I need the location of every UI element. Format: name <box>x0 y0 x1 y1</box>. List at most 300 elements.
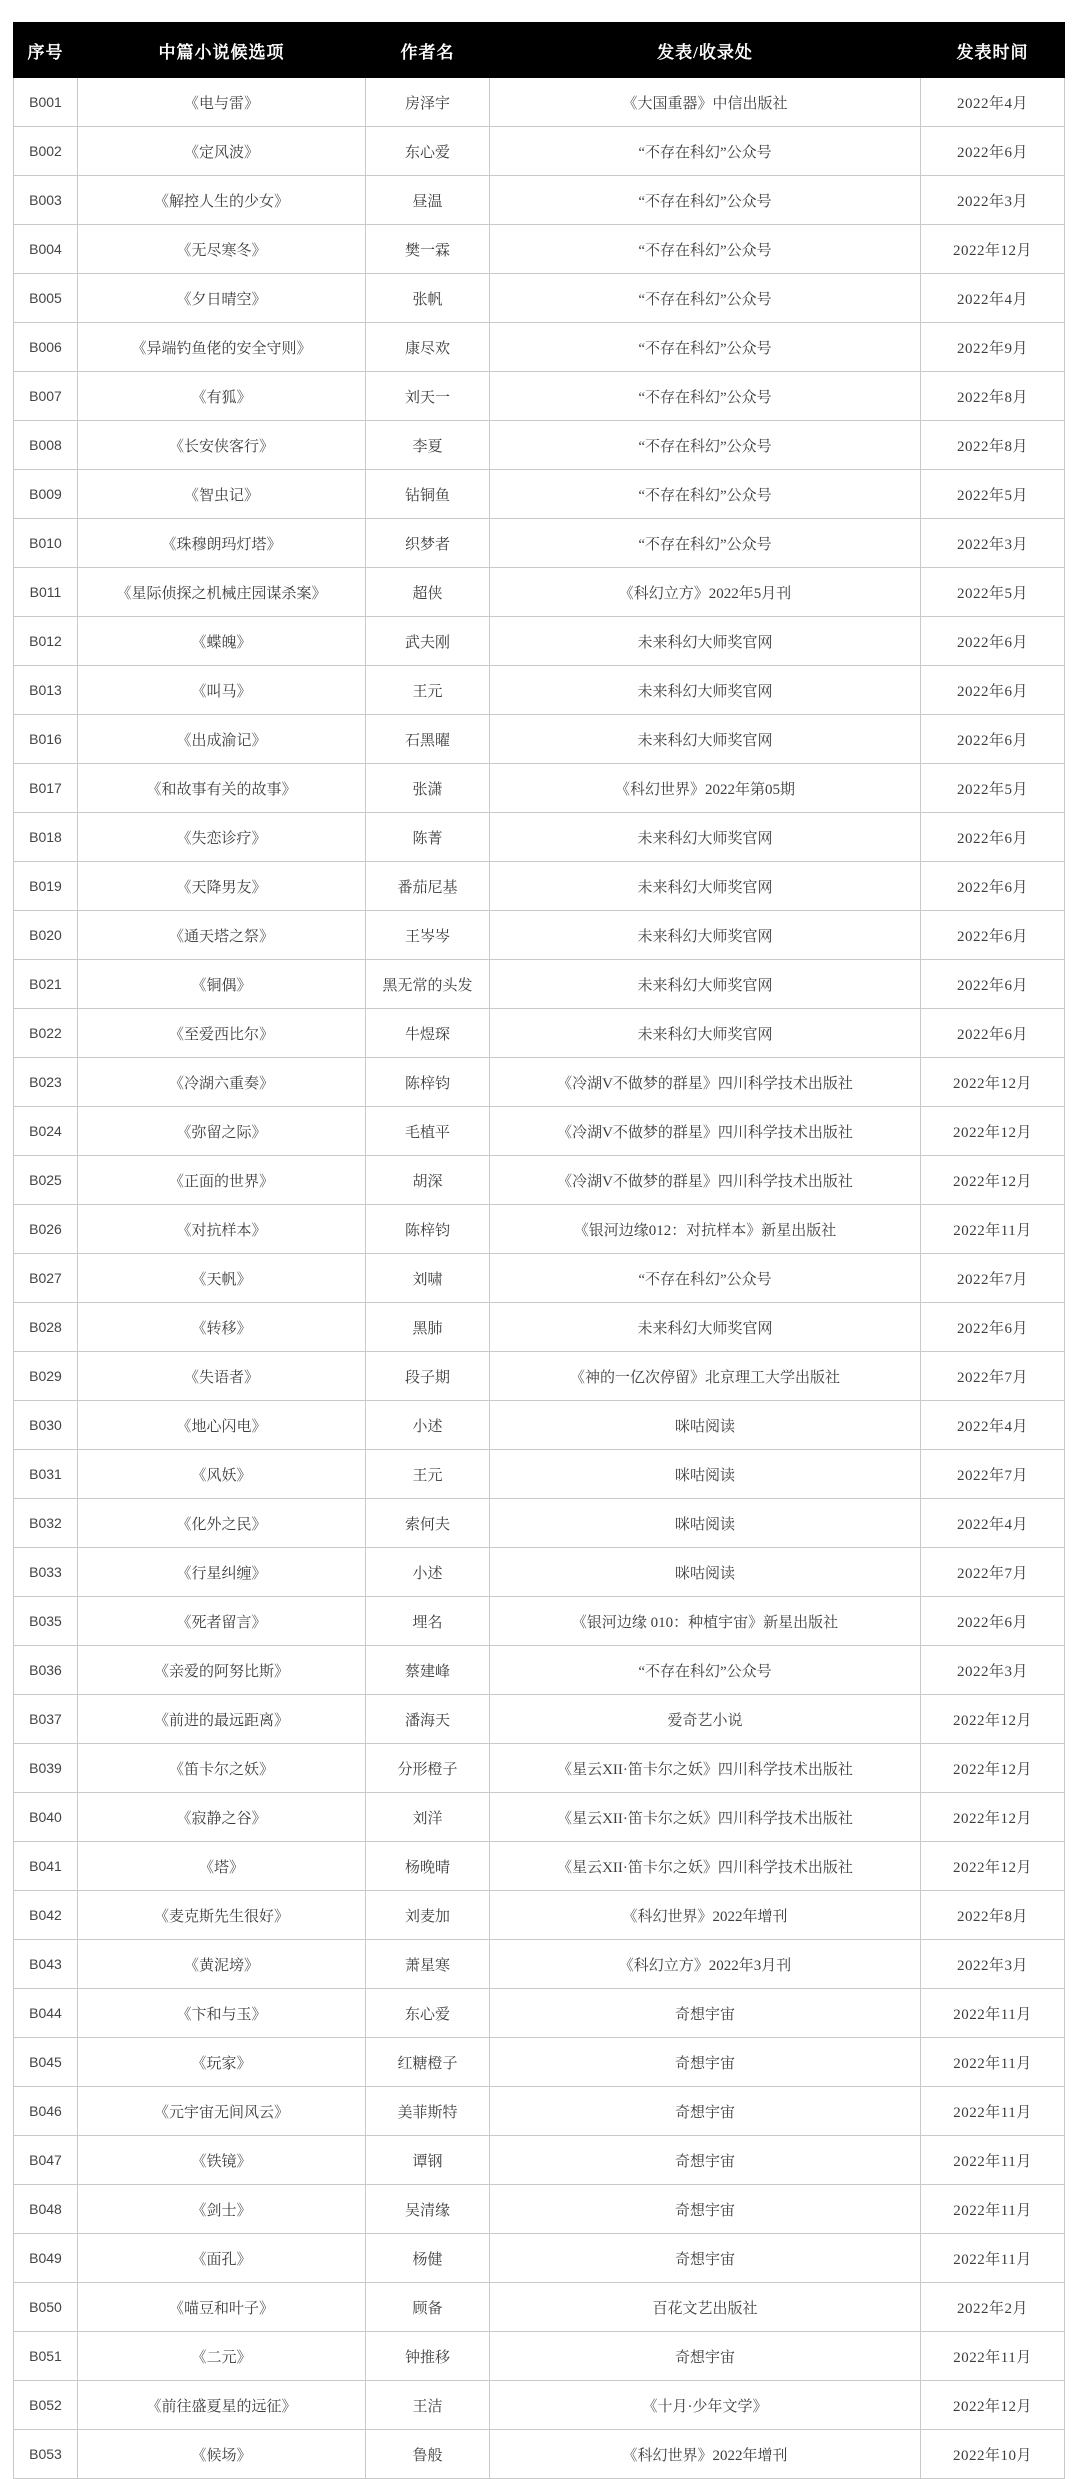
row-id-cell: B049 <box>14 2234 78 2283</box>
row-id-cell: B016 <box>14 715 78 764</box>
table-row <box>14 2185 1065 2234</box>
row-date-cell: 2022年12月 <box>921 225 1065 274</box>
row-publication-cell: 奇想宇宙 <box>490 2332 921 2381</box>
row-publication-cell: 《冷湖V不做梦的群星》四川科学技术出版社 <box>490 1107 921 1156</box>
row-date-cell: 2022年11月 <box>921 2038 1065 2087</box>
row-id-cell: B037 <box>14 1695 78 1744</box>
row-publication-cell: 奇想宇宙 <box>490 1989 921 2038</box>
row-publication-cell: “不存在科幻”公众号 <box>490 274 921 323</box>
row-publication-cell: 《冷湖V不做梦的群星》四川科学技术出版社 <box>490 1156 921 1205</box>
row-title-cell: 《铁镜》 <box>78 2136 366 2185</box>
row-author-cell: 胡深 <box>366 1156 490 1205</box>
row-publication-cell: 百花文艺出版社 <box>490 2283 921 2332</box>
row-title-cell: 《前往盛夏星的远征》 <box>78 2381 366 2430</box>
row-author-cell: 美菲斯特 <box>366 2087 490 2136</box>
table-row <box>14 960 1065 1009</box>
table-row <box>14 1058 1065 1107</box>
row-id-cell: B052 <box>14 2381 78 2430</box>
table-row <box>14 2381 1065 2430</box>
row-id-cell: B011 <box>14 568 78 617</box>
row-id-cell: B008 <box>14 421 78 470</box>
row-id-cell: B043 <box>14 1940 78 1989</box>
row-id-cell: B045 <box>14 2038 78 2087</box>
row-id-cell: B004 <box>14 225 78 274</box>
row-publication-cell: 爱奇艺小说 <box>490 1695 921 1744</box>
row-id-cell: B002 <box>14 127 78 176</box>
row-title-cell: 《星际侦探之机械庄园谋杀案》 <box>78 568 366 617</box>
row-id-cell: B025 <box>14 1156 78 1205</box>
row-id-cell: B017 <box>14 764 78 813</box>
row-title-cell: 《叫马》 <box>78 666 366 715</box>
row-id-cell: B030 <box>14 1401 78 1450</box>
row-title-cell: 《失恋诊疗》 <box>78 813 366 862</box>
row-publication-cell: 《银河边缘 010：种植宇宙》新星出版社 <box>490 1597 921 1646</box>
row-date-cell: 2022年5月 <box>921 470 1065 519</box>
row-publication-cell: “不存在科幻”公众号 <box>490 470 921 519</box>
table-row <box>14 1989 1065 2038</box>
row-author-cell: 王洁 <box>366 2381 490 2430</box>
row-publication-cell: “不存在科幻”公众号 <box>490 519 921 568</box>
row-author-cell: 石黑曜 <box>366 715 490 764</box>
row-publication-cell: 《科幻世界》2022年增刊 <box>490 1891 921 1940</box>
row-date-cell: 2022年5月 <box>921 568 1065 617</box>
row-id-cell: B026 <box>14 1205 78 1254</box>
table-row <box>14 274 1065 323</box>
table-row <box>14 1744 1065 1793</box>
row-publication-cell: “不存在科幻”公众号 <box>490 421 921 470</box>
row-author-cell: 段子期 <box>366 1352 490 1401</box>
row-id-cell: B028 <box>14 1303 78 1352</box>
row-publication-cell: 未来科幻大师奖官网 <box>490 813 921 862</box>
row-publication-cell: 咪咕阅读 <box>490 1450 921 1499</box>
row-publication-cell: 奇想宇宙 <box>490 2234 921 2283</box>
row-author-cell: 黑肺 <box>366 1303 490 1352</box>
col-header-id: 序号 <box>14 23 78 78</box>
row-id-cell: B007 <box>14 372 78 421</box>
row-author-cell: 刘麦加 <box>366 1891 490 1940</box>
table-row <box>14 1009 1065 1058</box>
row-publication-cell: 咪咕阅读 <box>490 1548 921 1597</box>
table-row <box>14 617 1065 666</box>
row-author-cell: 小述 <box>366 1401 490 1450</box>
row-date-cell: 2022年12月 <box>921 2381 1065 2430</box>
row-title-cell: 《喵豆和叶子》 <box>78 2283 366 2332</box>
table-row <box>14 1940 1065 1989</box>
table-row <box>14 372 1065 421</box>
row-publication-cell: 《冷湖V不做梦的群星》四川科学技术出版社 <box>490 1058 921 1107</box>
row-author-cell: 陈菁 <box>366 813 490 862</box>
row-date-cell: 2022年5月 <box>921 764 1065 813</box>
row-title-cell: 《定风波》 <box>78 127 366 176</box>
table-row <box>14 1793 1065 1842</box>
row-author-cell: 索何夫 <box>366 1499 490 1548</box>
row-author-cell: 埋名 <box>366 1597 490 1646</box>
row-author-cell: 番茄尼基 <box>366 862 490 911</box>
table-row <box>14 911 1065 960</box>
row-id-cell: B036 <box>14 1646 78 1695</box>
row-title-cell: 《黄泥塝》 <box>78 1940 366 1989</box>
table-row <box>14 1107 1065 1156</box>
row-title-cell: 《弥留之际》 <box>78 1107 366 1156</box>
row-id-cell: B040 <box>14 1793 78 1842</box>
row-date-cell: 2022年8月 <box>921 421 1065 470</box>
row-date-cell: 2022年7月 <box>921 1548 1065 1597</box>
row-publication-cell: 奇想宇宙 <box>490 2087 921 2136</box>
table-row <box>14 2136 1065 2185</box>
row-publication-cell: 未来科幻大师奖官网 <box>490 960 921 1009</box>
row-title-cell: 《笛卡尔之妖》 <box>78 1744 366 1793</box>
table-row <box>14 127 1065 176</box>
row-date-cell: 2022年12月 <box>921 1744 1065 1793</box>
row-title-cell: 《电与雷》 <box>78 78 366 127</box>
row-publication-cell: 未来科幻大师奖官网 <box>490 715 921 764</box>
row-title-cell: 《玩家》 <box>78 2038 366 2087</box>
row-date-cell: 2022年12月 <box>921 1156 1065 1205</box>
row-date-cell: 2022年6月 <box>921 127 1065 176</box>
row-id-cell: B042 <box>14 1891 78 1940</box>
row-publication-cell: 咪咕阅读 <box>490 1499 921 1548</box>
row-title-cell: 《死者留言》 <box>78 1597 366 1646</box>
row-title-cell: 《珠穆朗玛灯塔》 <box>78 519 366 568</box>
row-date-cell: 2022年12月 <box>921 1695 1065 1744</box>
row-author-cell: 小述 <box>366 1548 490 1597</box>
table-row <box>14 1499 1065 1548</box>
row-title-cell: 《和故事有关的故事》 <box>78 764 366 813</box>
row-date-cell: 2022年3月 <box>921 1646 1065 1695</box>
table-row <box>14 568 1065 617</box>
col-header-date: 发表时间 <box>921 23 1065 78</box>
row-id-cell: B012 <box>14 617 78 666</box>
row-publication-cell: “不存在科幻”公众号 <box>490 372 921 421</box>
row-id-cell: B047 <box>14 2136 78 2185</box>
row-title-cell: 《化外之民》 <box>78 1499 366 1548</box>
row-author-cell: 顾备 <box>366 2283 490 2332</box>
row-publication-cell: 未来科幻大师奖官网 <box>490 1009 921 1058</box>
row-title-cell: 《麦克斯先生很好》 <box>78 1891 366 1940</box>
row-date-cell: 2022年12月 <box>921 1842 1065 1891</box>
row-id-cell: B048 <box>14 2185 78 2234</box>
col-header-author: 作者名 <box>366 23 490 78</box>
row-id-cell: B027 <box>14 1254 78 1303</box>
row-publication-cell: “不存在科幻”公众号 <box>490 225 921 274</box>
row-date-cell: 2022年6月 <box>921 911 1065 960</box>
col-header-title: 中篇小说候选项 <box>78 23 366 78</box>
row-author-cell: 分形橙子 <box>366 1744 490 1793</box>
table-row <box>14 2234 1065 2283</box>
row-title-cell: 《前进的最远距离》 <box>78 1695 366 1744</box>
table-row <box>14 1891 1065 1940</box>
row-date-cell: 2022年7月 <box>921 1352 1065 1401</box>
row-date-cell: 2022年4月 <box>921 274 1065 323</box>
table-row <box>14 2332 1065 2381</box>
row-author-cell: 超侠 <box>366 568 490 617</box>
row-date-cell: 2022年11月 <box>921 2234 1065 2283</box>
row-author-cell: 李夏 <box>366 421 490 470</box>
row-publication-cell: “不存在科幻”公众号 <box>490 176 921 225</box>
row-title-cell: 《夕日晴空》 <box>78 274 366 323</box>
row-author-cell: 陈梓钧 <box>366 1205 490 1254</box>
row-title-cell: 《冷湖六重奏》 <box>78 1058 366 1107</box>
row-id-cell: B029 <box>14 1352 78 1401</box>
row-author-cell: 潘海天 <box>366 1695 490 1744</box>
row-title-cell: 《元宇宙无间风云》 <box>78 2087 366 2136</box>
table-row <box>14 1156 1065 1205</box>
row-date-cell: 2022年11月 <box>921 1989 1065 2038</box>
row-id-cell: B046 <box>14 2087 78 2136</box>
row-title-cell: 《正面的世界》 <box>78 1156 366 1205</box>
row-publication-cell: 《科幻世界》2022年增刊 <box>490 2430 921 2479</box>
row-id-cell: B035 <box>14 1597 78 1646</box>
row-author-cell: 昼温 <box>366 176 490 225</box>
row-author-cell: 康尽欢 <box>366 323 490 372</box>
table-row <box>14 323 1065 372</box>
row-date-cell: 2022年12月 <box>921 1793 1065 1842</box>
row-publication-cell: 《星云XII·笛卡尔之妖》四川科学技术出版社 <box>490 1793 921 1842</box>
table-row <box>14 1842 1065 1891</box>
row-id-cell: B051 <box>14 2332 78 2381</box>
row-publication-cell: “不存在科幻”公众号 <box>490 323 921 372</box>
row-title-cell: 《智虫记》 <box>78 470 366 519</box>
row-author-cell: 张帆 <box>366 274 490 323</box>
row-id-cell: B006 <box>14 323 78 372</box>
row-id-cell: B031 <box>14 1450 78 1499</box>
row-date-cell: 2022年4月 <box>921 1499 1065 1548</box>
row-date-cell: 2022年9月 <box>921 323 1065 372</box>
row-author-cell: 刘洋 <box>366 1793 490 1842</box>
row-publication-cell: 《十月·少年文学》 <box>490 2381 921 2430</box>
row-author-cell: 牛煜琛 <box>366 1009 490 1058</box>
row-title-cell: 《有狐》 <box>78 372 366 421</box>
row-title-cell: 《面孔》 <box>78 2234 366 2283</box>
row-publication-cell: 《科幻立方》2022年3月刊 <box>490 1940 921 1989</box>
row-date-cell: 2022年3月 <box>921 519 1065 568</box>
row-date-cell: 2022年6月 <box>921 1009 1065 1058</box>
row-title-cell: 《无尽寒冬》 <box>78 225 366 274</box>
row-id-cell: B021 <box>14 960 78 1009</box>
row-title-cell: 《异端钓鱼佬的安全守则》 <box>78 323 366 372</box>
row-author-cell: 张潇 <box>366 764 490 813</box>
row-author-cell: 杨健 <box>366 2234 490 2283</box>
row-author-cell: 鲁般 <box>366 2430 490 2479</box>
row-title-cell: 《蝶魄》 <box>78 617 366 666</box>
row-publication-cell: 未来科幻大师奖官网 <box>490 666 921 715</box>
row-title-cell: 《通天塔之祭》 <box>78 911 366 960</box>
row-date-cell: 2022年11月 <box>921 2185 1065 2234</box>
row-date-cell: 2022年4月 <box>921 78 1065 127</box>
row-title-cell: 《至爱西比尔》 <box>78 1009 366 1058</box>
row-publication-cell: 《科幻立方》2022年5月刊 <box>490 568 921 617</box>
row-author-cell: 东心爱 <box>366 127 490 176</box>
row-title-cell: 《亲爱的阿努比斯》 <box>78 1646 366 1695</box>
row-date-cell: 2022年11月 <box>921 2087 1065 2136</box>
row-title-cell: 《对抗样本》 <box>78 1205 366 1254</box>
table-row <box>14 666 1065 715</box>
row-date-cell: 2022年2月 <box>921 2283 1065 2332</box>
row-title-cell: 《地心闪电》 <box>78 1401 366 1450</box>
table-row <box>14 764 1065 813</box>
row-author-cell: 樊一霖 <box>366 225 490 274</box>
row-publication-cell: 奇想宇宙 <box>490 2185 921 2234</box>
table-row <box>14 1695 1065 1744</box>
row-title-cell: 《解控人生的少女》 <box>78 176 366 225</box>
row-publication-cell: 《神的一亿次停留》北京理工大学出版社 <box>490 1352 921 1401</box>
row-author-cell: 刘天一 <box>366 372 490 421</box>
table-row <box>14 862 1065 911</box>
row-title-cell: 《铜偶》 <box>78 960 366 1009</box>
row-id-cell: B041 <box>14 1842 78 1891</box>
row-id-cell: B023 <box>14 1058 78 1107</box>
table-row <box>14 2430 1065 2479</box>
row-date-cell: 2022年7月 <box>921 1450 1065 1499</box>
table-row <box>14 715 1065 764</box>
row-date-cell: 2022年7月 <box>921 1254 1065 1303</box>
row-publication-cell: “不存在科幻”公众号 <box>490 1646 921 1695</box>
table-row <box>14 470 1065 519</box>
row-author-cell: 萧星寒 <box>366 1940 490 1989</box>
table-row <box>14 1450 1065 1499</box>
row-author-cell: 王岑岑 <box>366 911 490 960</box>
row-title-cell: 《失语者》 <box>78 1352 366 1401</box>
row-date-cell: 2022年11月 <box>921 1205 1065 1254</box>
row-date-cell: 2022年8月 <box>921 1891 1065 1940</box>
row-id-cell: B013 <box>14 666 78 715</box>
table-row <box>14 1401 1065 1450</box>
row-author-cell: 东心爱 <box>366 1989 490 2038</box>
row-date-cell: 2022年12月 <box>921 1107 1065 1156</box>
row-author-cell: 织梦者 <box>366 519 490 568</box>
row-author-cell: 杨晚晴 <box>366 1842 490 1891</box>
row-id-cell: B050 <box>14 2283 78 2332</box>
row-date-cell: 2022年6月 <box>921 617 1065 666</box>
table-row <box>14 1303 1065 1352</box>
row-author-cell: 谭钢 <box>366 2136 490 2185</box>
row-date-cell: 2022年6月 <box>921 1303 1065 1352</box>
row-date-cell: 2022年6月 <box>921 715 1065 764</box>
row-id-cell: B033 <box>14 1548 78 1597</box>
row-title-cell: 《寂静之谷》 <box>78 1793 366 1842</box>
row-author-cell: 武夫刚 <box>366 617 490 666</box>
row-id-cell: B019 <box>14 862 78 911</box>
row-id-cell: B022 <box>14 1009 78 1058</box>
row-publication-cell: 咪咕阅读 <box>490 1401 921 1450</box>
row-author-cell: 王元 <box>366 666 490 715</box>
row-date-cell: 2022年6月 <box>921 960 1065 1009</box>
row-id-cell: B010 <box>14 519 78 568</box>
row-publication-cell: “不存在科幻”公众号 <box>490 127 921 176</box>
row-author-cell: 钟推移 <box>366 2332 490 2381</box>
row-id-cell: B005 <box>14 274 78 323</box>
row-publication-cell: 未来科幻大师奖官网 <box>490 1303 921 1352</box>
row-date-cell: 2022年6月 <box>921 1597 1065 1646</box>
row-publication-cell: 未来科幻大师奖官网 <box>490 862 921 911</box>
novella-candidates-table <box>13 22 1065 2479</box>
row-publication-cell: 未来科幻大师奖官网 <box>490 911 921 960</box>
row-date-cell: 2022年11月 <box>921 2332 1065 2381</box>
row-title-cell: 《转移》 <box>78 1303 366 1352</box>
row-title-cell: 《风妖》 <box>78 1450 366 1499</box>
row-id-cell: B032 <box>14 1499 78 1548</box>
row-id-cell: B003 <box>14 176 78 225</box>
row-id-cell: B020 <box>14 911 78 960</box>
row-date-cell: 2022年12月 <box>921 1058 1065 1107</box>
table-row <box>14 1548 1065 1597</box>
row-date-cell: 2022年3月 <box>921 1940 1065 1989</box>
table-row <box>14 1597 1065 1646</box>
row-publication-cell: “不存在科幻”公众号 <box>490 1254 921 1303</box>
row-title-cell: 《候场》 <box>78 2430 366 2479</box>
col-header-publication: 发表/收录处 <box>490 23 921 78</box>
row-publication-cell: 《科幻世界》2022年第05期 <box>490 764 921 813</box>
row-title-cell: 《二元》 <box>78 2332 366 2381</box>
row-title-cell: 《卞和与玉》 <box>78 1989 366 2038</box>
row-author-cell: 房泽宇 <box>366 78 490 127</box>
row-publication-cell: 《星云XII·笛卡尔之妖》四川科学技术出版社 <box>490 1744 921 1793</box>
table-row <box>14 519 1065 568</box>
row-publication-cell: 未来科幻大师奖官网 <box>490 617 921 666</box>
row-publication-cell: 奇想宇宙 <box>490 2038 921 2087</box>
table-row <box>14 1352 1065 1401</box>
row-title-cell: 《出成渝记》 <box>78 715 366 764</box>
row-date-cell: 2022年6月 <box>921 666 1065 715</box>
table-row <box>14 813 1065 862</box>
row-author-cell: 黑无常的头发 <box>366 960 490 1009</box>
table-row <box>14 1254 1065 1303</box>
row-title-cell: 《长安侠客行》 <box>78 421 366 470</box>
table-row <box>14 1646 1065 1695</box>
row-publication-cell: 《星云XII·笛卡尔之妖》四川科学技术出版社 <box>490 1842 921 1891</box>
row-author-cell: 吴清缘 <box>366 2185 490 2234</box>
row-date-cell: 2022年8月 <box>921 372 1065 421</box>
row-publication-cell: 《银河边缘012：对抗样本》新星出版社 <box>490 1205 921 1254</box>
table-row <box>14 2038 1065 2087</box>
row-publication-cell: 《大国重器》中信出版社 <box>490 78 921 127</box>
table-row <box>14 78 1065 127</box>
table-row <box>14 176 1065 225</box>
table-row <box>14 225 1065 274</box>
table-row <box>14 2283 1065 2332</box>
row-id-cell: B001 <box>14 78 78 127</box>
row-id-cell: B053 <box>14 2430 78 2479</box>
row-title-cell: 《天降男友》 <box>78 862 366 911</box>
row-date-cell: 2022年11月 <box>921 2136 1065 2185</box>
row-date-cell: 2022年3月 <box>921 176 1065 225</box>
row-id-cell: B024 <box>14 1107 78 1156</box>
table-header-row <box>14 23 1065 78</box>
row-date-cell: 2022年6月 <box>921 862 1065 911</box>
row-date-cell: 2022年10月 <box>921 2430 1065 2479</box>
row-date-cell: 2022年4月 <box>921 1401 1065 1450</box>
row-author-cell: 红糖橙子 <box>366 2038 490 2087</box>
row-id-cell: B009 <box>14 470 78 519</box>
row-author-cell: 毛植平 <box>366 1107 490 1156</box>
row-id-cell: B044 <box>14 1989 78 2038</box>
row-title-cell: 《塔》 <box>78 1842 366 1891</box>
row-author-cell: 蔡建峰 <box>366 1646 490 1695</box>
row-publication-cell: 奇想宇宙 <box>490 2136 921 2185</box>
row-id-cell: B018 <box>14 813 78 862</box>
row-author-cell: 陈梓钧 <box>366 1058 490 1107</box>
table-row <box>14 2087 1065 2136</box>
row-date-cell: 2022年6月 <box>921 813 1065 862</box>
table-row <box>14 1205 1065 1254</box>
row-author-cell: 钻铜鱼 <box>366 470 490 519</box>
table-row <box>14 421 1065 470</box>
row-author-cell: 王元 <box>366 1450 490 1499</box>
row-title-cell: 《剑士》 <box>78 2185 366 2234</box>
table-body <box>14 78 1065 2479</box>
row-id-cell: B039 <box>14 1744 78 1793</box>
row-title-cell: 《行星纠缠》 <box>78 1548 366 1597</box>
